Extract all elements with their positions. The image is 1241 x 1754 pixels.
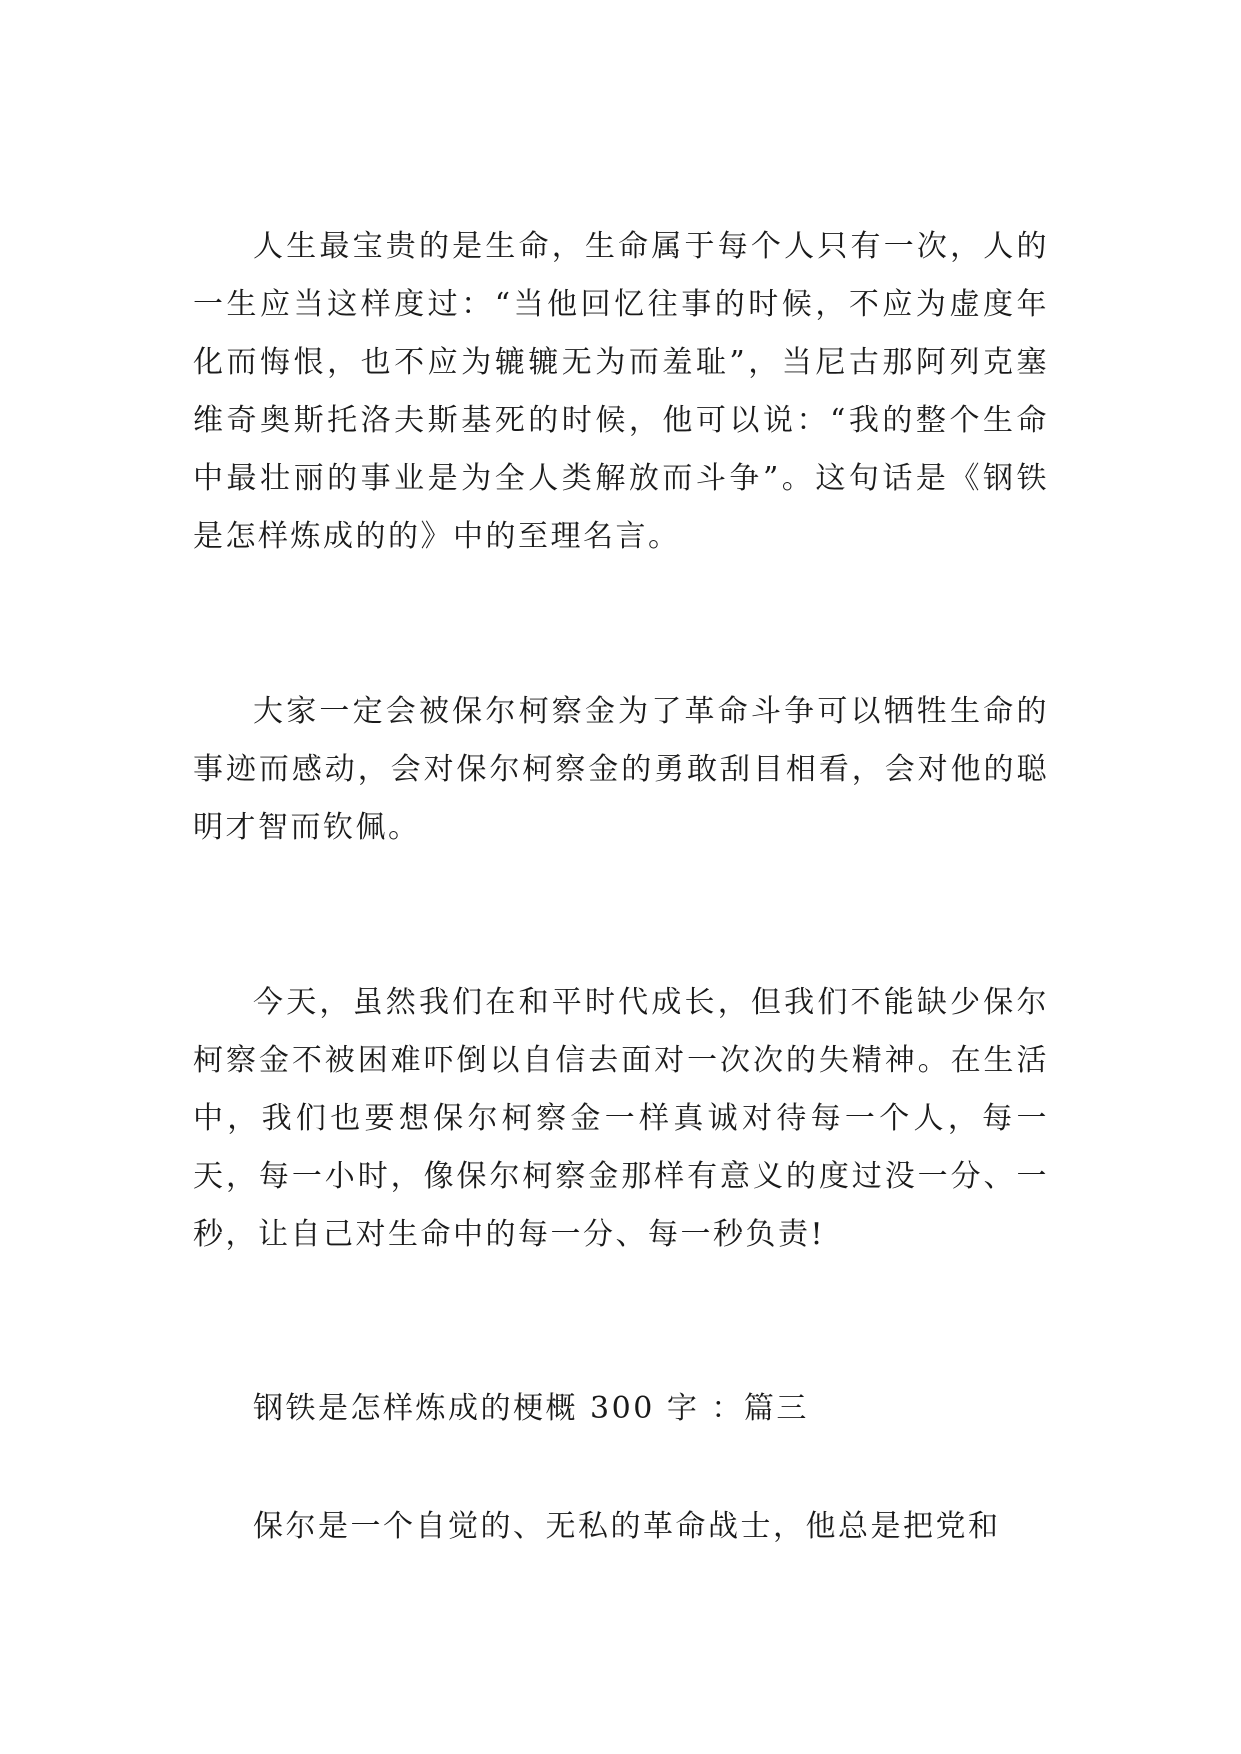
paragraph-3: 今天，虽然我们在和平时代成长，但我们不能缺少保尔柯察金不被困难吓倒以自信去面对一次次的失精神。在生活中，我们也要想保尔柯察金一样真诚对待每一个人，每一天，每一小时，像保尔柯察金那样有意义的度过没一分、一秒，让自己对生命中的每一分、每一秒负责! — [193, 985, 1049, 1252]
section-heading: 钢铁是怎样炼成的梗概 300 字 ：篇三 — [253, 1391, 809, 1426]
paragraph-2: 大家一定会被保尔柯察金为了革命斗争可以牺牲生命的事迹而感动，会对保尔柯察金的勇敢刮目相看，会对他的聪明才智而钦佩。 — [193, 694, 1049, 845]
paragraph-4: 保尔是一个自觉的、无私的革命战士，他总是把党和 — [253, 1509, 1001, 1544]
paragraph-1: 人生最宝贵的是生命，生命属于每个人只有一次，人的一生应当这样度过：“当他回忆往事的时候，不应为虚度年化而悔恨，也不应为辘辘无为而羞耻”，当尼古那阿列克塞维奇奥斯托洛夫斯基死的时候，他可以说：“我的整个生命中最壮丽的事业是为全人类解放而斗争”。这句话是《钢铁是怎样炼成的的》中的至理名言。 — [193, 229, 1049, 554]
